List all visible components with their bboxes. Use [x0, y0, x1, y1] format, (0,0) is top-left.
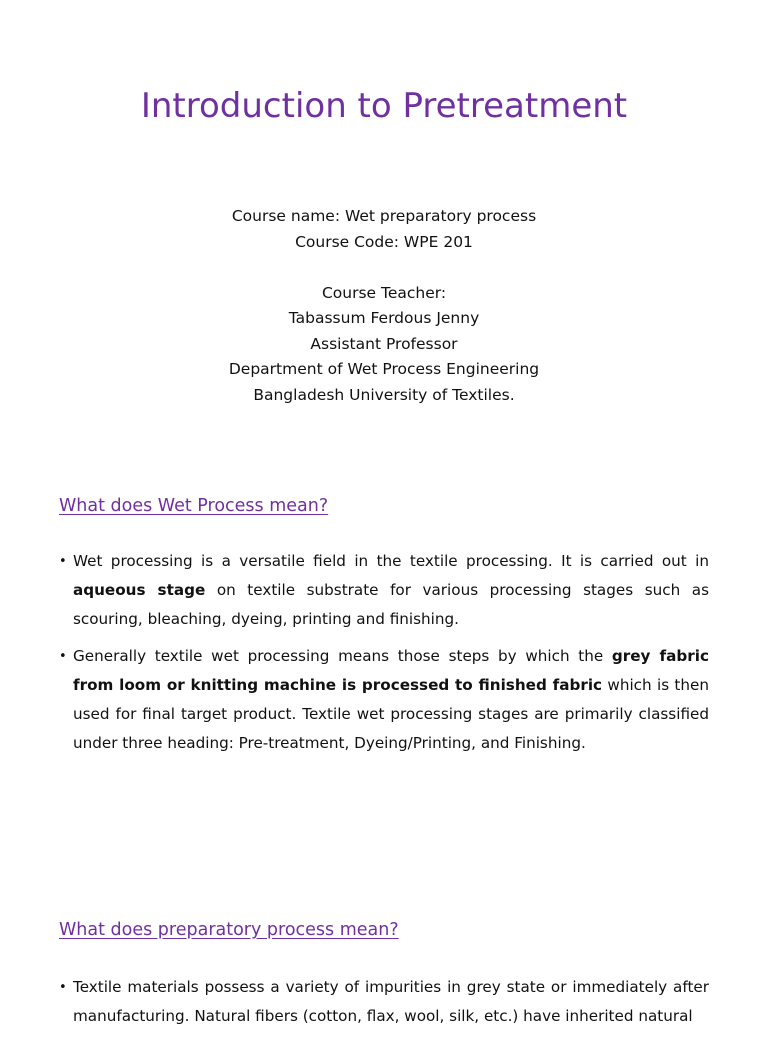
teacher-designation: Assistant Professor	[310, 334, 458, 353]
bullet-icon: •	[59, 980, 67, 995]
wet-process-bullet-list	[59, 547, 709, 766]
page-title: Introduction to Pretreatment	[140, 86, 628, 126]
course-code-line: Course Code: WPE 201	[295, 232, 473, 251]
teacher-name: Tabassum Ferdous Jenny	[288, 309, 480, 327]
list-item	[59, 547, 709, 634]
bullet-text: on textile substrate for various processing stages such as scouring, bleaching, dyeing, printing and finishing.	[73, 581, 709, 628]
list-item	[59, 642, 709, 758]
course-info-block	[0, 204, 768, 408]
course-name-line: Course name: Wet preparatory process	[231, 207, 537, 225]
bullet-icon: •	[59, 554, 67, 569]
course-teacher-label: Course Teacher:	[321, 283, 447, 302]
preparatory-bullet-list	[59, 973, 709, 1039]
bold-term: grey fabric from loom or knitting machine is processed to finished fabric	[73, 647, 709, 694]
bullet-text: which is then used for final target product. Textile wet processing stages are primarily classified under three heading: Pre-treatment, Dyeing/Printing, and Finishing.	[73, 676, 709, 752]
section-heading-wet-process: What does Wet Process mean?	[59, 496, 329, 516]
section-heading-preparatory-process: What does preparatory process mean?	[59, 920, 399, 940]
bullet-text: Textile materials possess a variety of impurities in grey state or immediately after manufacturing. Natural fibers (cotton, flax, wool, silk, etc.) have inherited natural	[73, 978, 709, 1025]
list-item	[59, 973, 709, 1031]
bullet-text: Generally textile wet processing means those steps by which the	[73, 647, 612, 665]
teacher-university: Bangladesh University of Textiles.	[253, 385, 515, 404]
bold-term: aqueous stage	[73, 581, 206, 599]
spacer	[0, 255, 768, 281]
bullet-icon: •	[59, 649, 67, 664]
teacher-department: Department of Wet Process Engineering	[228, 360, 540, 378]
bullet-text: Wet processing is a versatile field in the textile processing. It is carried out in	[73, 552, 709, 570]
